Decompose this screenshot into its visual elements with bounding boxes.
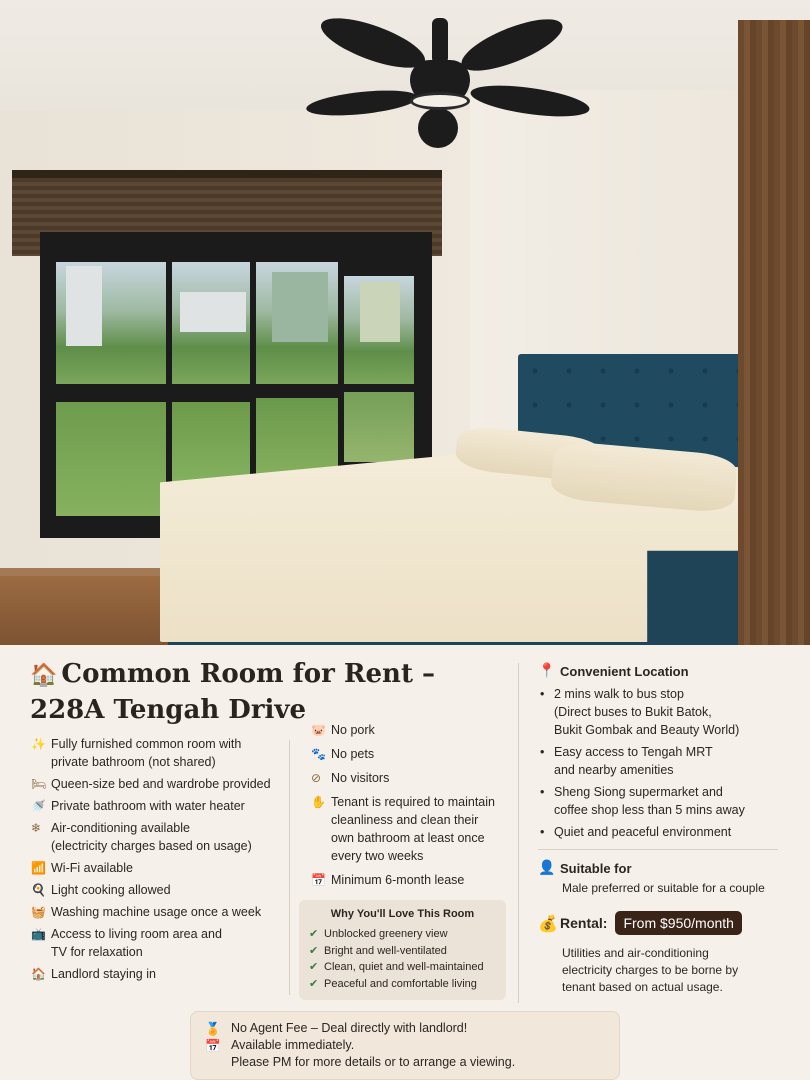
features-item bbox=[31, 859, 296, 877]
features-text: Air-conditioning available (electricity charges based on usage) bbox=[51, 821, 252, 853]
bullet-dot: • bbox=[540, 745, 545, 759]
house-icon: 🏠 bbox=[31, 967, 46, 981]
why-item: ✔ Unblocked greenery view bbox=[309, 926, 496, 943]
rules-item bbox=[311, 871, 511, 889]
features-text: Fully furnished common room with private bathroom (not shared) bbox=[51, 737, 242, 769]
info-column bbox=[538, 663, 778, 996]
features-item bbox=[31, 819, 296, 855]
why-heading: Why You'll Love This Room bbox=[330, 908, 475, 920]
features-item bbox=[31, 965, 296, 983]
no-agent-fee-text: No Agent Fee – Deal directly with landlord! bbox=[231, 1021, 468, 1035]
medal-icon: 🏅 bbox=[205, 1021, 221, 1036]
suitable-heading: 👤 Suitable for bbox=[538, 860, 632, 876]
price-badge: From $950/month bbox=[615, 911, 742, 935]
bed-icon: 🛏 bbox=[31, 777, 47, 791]
features-item bbox=[31, 881, 296, 899]
features-item bbox=[31, 775, 296, 793]
location-heading: 📍 Convenient Location bbox=[538, 663, 689, 679]
calendar-icon: 📅 bbox=[311, 873, 326, 887]
features-text: Wi-Fi available bbox=[51, 861, 133, 875]
features-item bbox=[31, 797, 296, 815]
ceiling-fan-light bbox=[410, 92, 470, 110]
check-icon: ✔ bbox=[309, 976, 319, 990]
why-item: ✔ Bright and well-ventilated bbox=[309, 943, 496, 960]
rental-note: Utilities and air-conditioning electricity charges to be borne by tenant based on actual usage. bbox=[562, 946, 739, 994]
available-text: Available immediately. bbox=[231, 1038, 355, 1052]
why-love-box bbox=[299, 900, 506, 1000]
rules-text: Minimum 6-month lease bbox=[331, 873, 465, 887]
rules-text: No pork bbox=[331, 723, 375, 737]
features-item bbox=[31, 925, 296, 961]
divider bbox=[538, 849, 778, 850]
window-pane bbox=[256, 398, 338, 478]
contact-text: Please PM for more details or to arrange a viewing. bbox=[231, 1055, 516, 1069]
map-pin-icon: 📍 bbox=[538, 663, 556, 679]
egg-icon: 🍳 bbox=[31, 883, 46, 897]
calendar-icon: 📅 bbox=[205, 1038, 221, 1053]
check-icon: ✔ bbox=[309, 943, 319, 957]
location-bullet: • Quiet and peaceful environment bbox=[540, 825, 732, 839]
divider bbox=[518, 663, 519, 1003]
building bbox=[66, 266, 102, 346]
bullet-dot: • bbox=[540, 825, 545, 839]
listing-title bbox=[30, 657, 500, 727]
paw-icon: 🐾 bbox=[311, 747, 326, 761]
features-text: Private bathroom with water heater bbox=[51, 799, 245, 813]
features-text: Queen-size bed and wardrobe provided bbox=[51, 777, 271, 791]
ceiling-fan-rod bbox=[432, 18, 448, 64]
shower-icon: 🚿 bbox=[31, 799, 46, 813]
rules-item bbox=[311, 745, 511, 763]
pig-icon: 🐷 bbox=[311, 723, 326, 737]
hand-icon: ✋ bbox=[311, 795, 326, 809]
location-bullet: • Sheng Siong supermarket and coffee shop less than 5 mins away bbox=[540, 785, 745, 817]
contact-note bbox=[190, 1011, 620, 1080]
rental-row bbox=[538, 911, 778, 935]
rules-text: Tenant is required to maintain cleanliness and clean their own bathroom at least once every two weeks bbox=[331, 795, 495, 863]
listing-panel bbox=[0, 645, 810, 1080]
divider bbox=[289, 740, 290, 995]
bullet-dot: • bbox=[540, 785, 545, 799]
features-list bbox=[31, 735, 296, 987]
title-line-1: Common Room for Rent – bbox=[61, 659, 436, 689]
tv-icon: 📺 bbox=[31, 927, 46, 941]
why-item: ✔ Clean, quiet and well-maintained bbox=[309, 959, 496, 976]
money-bag-icon: 💰 bbox=[538, 913, 558, 933]
window-pane bbox=[56, 402, 166, 516]
wifi-icon: 📶 bbox=[31, 861, 46, 875]
sparkle-icon: ✨ bbox=[31, 737, 46, 751]
window-pane bbox=[344, 392, 414, 462]
features-text: Landlord staying in bbox=[51, 967, 156, 981]
rules-item bbox=[311, 793, 511, 865]
bullet-dot: • bbox=[540, 687, 545, 701]
check-icon: ✔ bbox=[309, 927, 319, 940]
house-icon: 🏠 bbox=[30, 663, 58, 688]
rules-item bbox=[311, 721, 511, 739]
features-item bbox=[31, 903, 296, 921]
wardrobe bbox=[738, 20, 810, 645]
building bbox=[360, 282, 400, 342]
rules-text: No pets bbox=[331, 747, 375, 761]
rules-item bbox=[311, 769, 511, 787]
fan-blade bbox=[418, 108, 458, 148]
rules-list bbox=[311, 721, 511, 895]
building bbox=[180, 292, 246, 332]
features-item bbox=[31, 735, 296, 771]
rules-text: No visitors bbox=[331, 771, 390, 785]
check-icon: ✔ bbox=[309, 960, 319, 973]
title-line-2: 228A Tengah Drive bbox=[30, 695, 307, 725]
location-bullet: • Easy access to Tengah MRT and nearby amenities bbox=[540, 745, 713, 777]
features-text: Access to living room area and TV for relaxation bbox=[51, 927, 222, 959]
prohibited-icon: ⊘ bbox=[311, 771, 322, 785]
features-text: Light cooking allowed bbox=[51, 883, 171, 897]
rental-label: Rental: bbox=[560, 915, 608, 931]
features-text: Washing machine usage once a week bbox=[51, 905, 262, 919]
suitable-text: Male preferred or suitable for a couple bbox=[562, 881, 765, 895]
location-bullet: • 2 mins walk to bus stop (Direct buses to Bukit Batok, Bukit Gombak and Beauty World) bbox=[540, 687, 740, 737]
snowflake-icon: ❄ bbox=[31, 821, 42, 835]
why-item: ✔ Peaceful and comfortable living bbox=[309, 976, 496, 993]
person-icon: 👤 bbox=[538, 860, 556, 876]
building bbox=[272, 272, 328, 342]
basket-icon: 🧺 bbox=[31, 905, 46, 919]
